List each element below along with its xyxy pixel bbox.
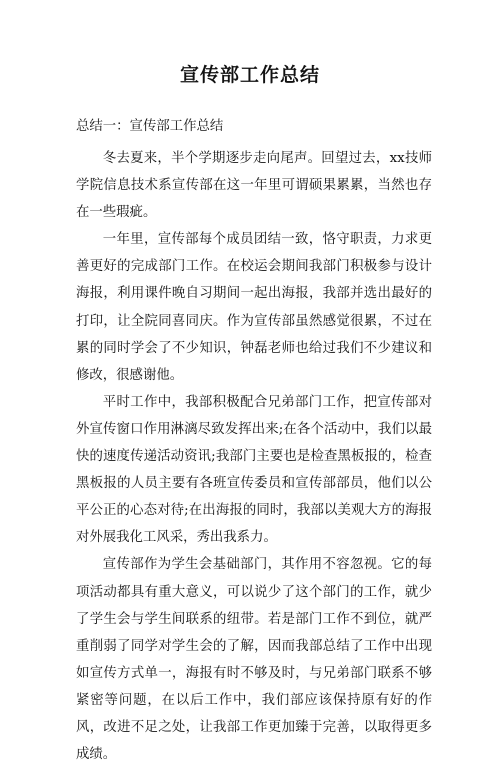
body-paragraph: 冬去夏来，半个学期逐步走向尾声。回望过去，xx技师学院信息技术系宣传部在这一年里可谓硕果累累，当然也存在一些瑕疵。	[76, 151, 432, 221]
body-paragraph: 宣传部作为学生会基础部门，其作用不容忽视。它的每项活动都具有重大意义，可以说少了这个部门的工作，就少了学生会与学生间联系的纽带。若是部门工作不到位，就严重削弱了同学对学生会的了解，因而我部总结了工作中出现如宣传方式单一，海报有时不够及时，与兄弟部门联系不够紧密等问题，在以后工作中，我们部应该保持原有好的作风，改进不足之处，让我部工作更加臻于完善，以取得更多成绩。	[76, 557, 432, 763]
document-subtitle: 总结一：宣传部工作总结	[76, 119, 224, 134]
body-paragraph: 平时工作中，我部积极配合兄弟部门工作，把宣传部对外宣传窗口作用淋漓尽致发挥出来;在各个活动中，我们以最快的速度传递活动资讯;我部门主要也是检查黑板报的，检查黑板报的人员主要有各班宣传委员和宣传部部员，他们以公平公正的心态对待;在出海报的同时，我部以美观大方的海报对外展我化工风采，秀出我系力。	[76, 394, 432, 546]
document-body	[76, 145, 432, 768]
document-title: 宣传部工作总结	[179, 64, 320, 86]
body-paragraph: 一年里，宣传部每个成员团结一致，恪守职责，力求更善更好的完成部门工作。在校运会期间我部门积极参与设计海报，利用课件晚自习期间一起出海报，我部并选出最好的打印，让全院同喜同庆。作为宣传部虽然感觉很累，不过在累的同时学会了不少知识，钟磊老师也给过我们不少建议和修改，很感谢他。	[76, 232, 432, 383]
